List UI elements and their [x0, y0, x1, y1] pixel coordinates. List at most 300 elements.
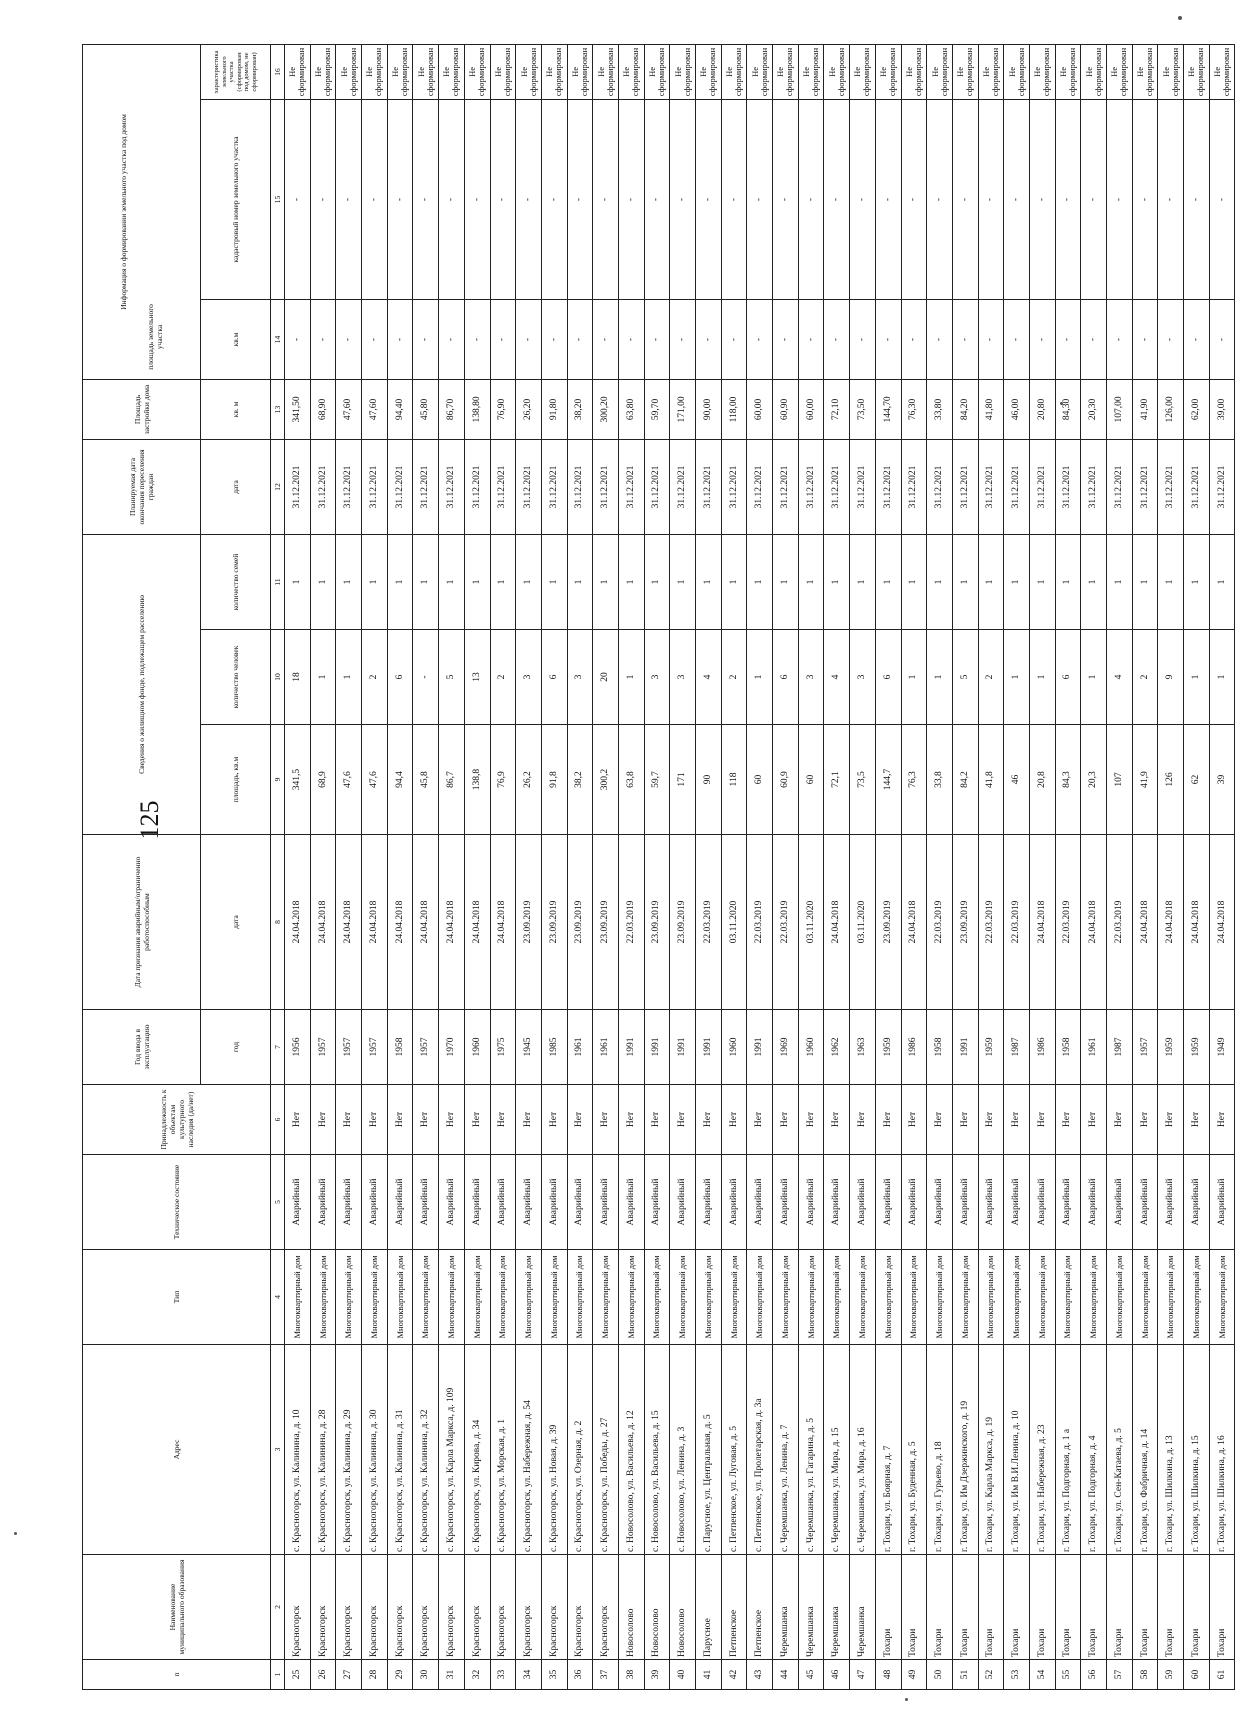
plan-date-cell: 31.12.2021	[978, 439, 1004, 534]
tech-state-cell: Аварийный	[747, 1155, 773, 1250]
year-cell: 1957	[310, 1010, 336, 1085]
families-cell: 1	[670, 534, 696, 629]
row-number: 43	[747, 1660, 773, 1690]
address-cell: г. Тохари, ул. Набережная, д. 23	[1029, 1345, 1055, 1555]
type-cell: Многоквартирный дом	[824, 1250, 850, 1345]
type-cell: Многоквартирный дом	[464, 1250, 490, 1345]
land-area-cell: -	[439, 299, 465, 379]
recognition-date-cell: 23.09.2019	[516, 835, 542, 1010]
tech-state-cell: Аварийный	[952, 1155, 978, 1250]
year-cell: 1969	[773, 1010, 799, 1085]
recognition-date-cell: 23.09.2019	[593, 835, 619, 1010]
year-cell: 1957	[336, 1010, 362, 1085]
tech-state-cell: Аварийный	[875, 1155, 901, 1250]
land-status-cell: Не сформирован	[798, 44, 824, 99]
tech-state-cell: Аварийный	[516, 1155, 542, 1250]
municipality-cell: Красногорск	[439, 1555, 465, 1660]
building-area-cell: 94,40	[387, 379, 413, 439]
land-area-cell: -	[978, 299, 1004, 379]
plan-date-cell: 31.12.2021	[927, 439, 953, 534]
cadastral-cell: -	[439, 99, 465, 299]
cadastral-cell: -	[670, 99, 696, 299]
heritage-cell: Нет	[952, 1085, 978, 1155]
land-status-cell: Не сформирован	[362, 44, 388, 99]
type-cell: Многоквартирный дом	[490, 1250, 516, 1345]
land-area-cell: -	[387, 299, 413, 379]
building-area-cell: 72,10	[824, 379, 850, 439]
type-cell: Многоквартирный дом	[541, 1250, 567, 1345]
row-number: 27	[336, 1660, 362, 1690]
plan-date-cell: 31.12.2021	[875, 439, 901, 534]
recognition-date-cell: 24.04.2018	[901, 835, 927, 1010]
municipality-cell: Красногорск	[464, 1555, 490, 1660]
tech-state-cell: Аварийный	[927, 1155, 953, 1250]
building-area-cell: 107,00	[1107, 379, 1133, 439]
building-area-cell: 41,90	[1132, 379, 1158, 439]
type-cell: Многоквартирный дом	[567, 1250, 593, 1345]
header-municipality: Наименование муниципального образования	[83, 1555, 271, 1660]
area-cell: 41,8	[978, 725, 1004, 835]
row-number: 29	[387, 1660, 413, 1690]
people-cell: 5	[439, 630, 465, 725]
year-cell: 1991	[747, 1010, 773, 1085]
heritage-cell: Нет	[310, 1085, 336, 1155]
cadastral-cell: -	[413, 99, 439, 299]
area-cell: 341,5	[285, 725, 311, 835]
people-cell: 3	[644, 630, 670, 725]
type-cell: Многоквартирный дом	[387, 1250, 413, 1345]
cadastral-cell: -	[1004, 99, 1030, 299]
land-status-cell: Не сформирован	[1158, 44, 1184, 99]
area-cell: 118	[721, 725, 747, 835]
land-status-cell: Не сформирован	[850, 44, 876, 99]
type-cell: Многоквартирный дом	[978, 1250, 1004, 1345]
address-cell: г. Тохари, ул. Гурьево, д. 18	[927, 1345, 953, 1555]
year-cell: 1957	[362, 1010, 388, 1085]
plan-date-cell: 31.12.2021	[1158, 439, 1184, 534]
header-land-status: характеристика земельного участка (сформирован под домом, не сформирован)	[201, 44, 271, 99]
area-cell: 26,2	[516, 725, 542, 835]
area-cell: 45,8	[413, 725, 439, 835]
type-cell: Многоквартирный дом	[850, 1250, 876, 1345]
municipality-cell: Красногорск	[567, 1555, 593, 1660]
table-row	[1029, 44, 1055, 1689]
recognition-date-cell: 23.09.2019	[541, 835, 567, 1010]
column-number: 6	[271, 1085, 285, 1155]
year-cell: 1959	[1158, 1010, 1184, 1085]
column-number: 15	[271, 99, 285, 299]
land-status-cell: Не сформирован	[952, 44, 978, 99]
people-cell: 3	[516, 630, 542, 725]
heritage-cell: Нет	[618, 1085, 644, 1155]
row-number: 41	[696, 1660, 722, 1690]
table-row	[850, 44, 876, 1689]
tech-state-cell: Аварийный	[978, 1155, 1004, 1250]
land-status-cell: Не сформирован	[541, 44, 567, 99]
recognition-date-cell: 22.03.2019	[927, 835, 953, 1010]
table-row	[413, 44, 439, 1689]
tech-state-cell: Аварийный	[1209, 1155, 1235, 1250]
families-cell: 1	[439, 534, 465, 629]
municipality-cell: Красногорск	[310, 1555, 336, 1660]
page-number: 125	[135, 800, 164, 840]
land-area-cell: -	[670, 299, 696, 379]
cadastral-cell: -	[901, 99, 927, 299]
building-area-cell: 126,00	[1158, 379, 1184, 439]
heritage-cell: Нет	[721, 1085, 747, 1155]
cadastral-cell: -	[721, 99, 747, 299]
heritage-cell: Нет	[1081, 1085, 1107, 1155]
tech-state-cell: Аварийный	[644, 1155, 670, 1250]
address-cell: г. Тохари, ул. Шилкина, д. 16	[1209, 1345, 1235, 1555]
table-row	[875, 44, 901, 1689]
address-cell: г. Тохари, ул. Подгорная, д. 1 а	[1055, 1345, 1081, 1555]
type-cell: Многоквартирный дом	[310, 1250, 336, 1345]
row-number: 48	[875, 1660, 901, 1690]
building-area-cell: 41,80	[978, 379, 1004, 439]
land-status-cell: Не сформирован	[978, 44, 1004, 99]
type-cell: Многоквартирный дом	[901, 1250, 927, 1345]
heritage-cell: Нет	[1107, 1085, 1133, 1155]
scan-speck	[905, 1698, 908, 1701]
cadastral-cell: -	[952, 99, 978, 299]
cadastral-cell: -	[1158, 99, 1184, 299]
building-area-cell: 47,60	[362, 379, 388, 439]
row-number: 51	[952, 1660, 978, 1690]
municipality-cell: Красногорск	[285, 1555, 311, 1660]
building-area-cell: 60,00	[798, 379, 824, 439]
year-cell: 1986	[901, 1010, 927, 1085]
land-area-cell: -	[1029, 299, 1055, 379]
families-cell: 1	[541, 534, 567, 629]
land-status-cell: Не сформирован	[310, 44, 336, 99]
land-status-cell: Не сформирован	[387, 44, 413, 99]
heritage-cell: Нет	[747, 1085, 773, 1155]
address-cell: с. Черемшанка, ул. Гагарина, д. 5	[798, 1345, 824, 1555]
recognition-date-cell: 24.04.2018	[464, 835, 490, 1010]
year-cell: 1960	[798, 1010, 824, 1085]
families-cell: 1	[285, 534, 311, 629]
column-number: 1	[271, 1660, 285, 1690]
table-row	[541, 44, 567, 1689]
plan-date-cell: 31.12.2021	[310, 439, 336, 534]
families-cell: 1	[721, 534, 747, 629]
address-cell: с. Петпенское, ул. Пролетарская, д. 3а	[747, 1345, 773, 1555]
people-cell: 1	[310, 630, 336, 725]
header-land-area: площадь земельного участка	[146, 304, 164, 370]
building-area-cell: 76,90	[490, 379, 516, 439]
table-row	[593, 44, 619, 1689]
recognition-date-cell: 24.04.2018	[1081, 835, 1107, 1010]
families-cell: 1	[1184, 534, 1210, 629]
area-cell: 72,1	[824, 725, 850, 835]
area-cell: 41,9	[1132, 725, 1158, 835]
cadastral-cell: -	[978, 99, 1004, 299]
address-cell: с. Красногорск, ул. Калинина, д. 30	[362, 1345, 388, 1555]
municipality-cell: Новосолово	[670, 1555, 696, 1660]
land-area-cell: -	[336, 299, 362, 379]
area-cell: 144,7	[875, 725, 901, 835]
cadastral-cell: -	[618, 99, 644, 299]
land-area-cell: -	[285, 299, 311, 379]
land-status-cell: Не сформирован	[721, 44, 747, 99]
land-area-cell: -	[1004, 299, 1030, 379]
land-area-cell: -	[824, 299, 850, 379]
land-status-cell: Не сформирован	[567, 44, 593, 99]
tech-state-cell: Аварийный	[901, 1155, 927, 1250]
year-cell: 1960	[464, 1010, 490, 1085]
people-cell: 1	[747, 630, 773, 725]
municipality-cell: Красногорск	[362, 1555, 388, 1660]
table-row	[490, 44, 516, 1689]
year-cell: 1991	[696, 1010, 722, 1085]
tech-state-cell: Аварийный	[670, 1155, 696, 1250]
families-cell: 1	[1029, 534, 1055, 629]
land-area-cell: -	[875, 299, 901, 379]
row-number: 33	[490, 1660, 516, 1690]
cadastral-cell: -	[285, 99, 311, 299]
address-cell: с. Красногорск, ул. Набережная, д. 54	[516, 1345, 542, 1555]
land-area-cell: -	[541, 299, 567, 379]
land-area-cell: -	[593, 299, 619, 379]
year-cell: 1962	[824, 1010, 850, 1085]
row-number: 49	[901, 1660, 927, 1690]
table-row	[644, 44, 670, 1689]
row-number: 60	[1184, 1660, 1210, 1690]
people-cell: 1	[1081, 630, 1107, 725]
table-row	[1107, 44, 1133, 1689]
heritage-cell: Нет	[490, 1085, 516, 1155]
land-area-cell: -	[1132, 299, 1158, 379]
tech-state-cell: Аварийный	[721, 1155, 747, 1250]
families-cell: 1	[1081, 534, 1107, 629]
municipality-cell: Черемшанка	[798, 1555, 824, 1660]
land-status-cell: Не сформирован	[1132, 44, 1158, 99]
families-cell: 1	[773, 534, 799, 629]
table-row	[1209, 44, 1235, 1689]
row-number: 39	[644, 1660, 670, 1690]
building-area-cell: 46,00	[1004, 379, 1030, 439]
header-area-group: Площадь застройки дома	[83, 379, 201, 439]
table-body	[285, 44, 1235, 1689]
header-tech-state: Техническое состояние	[83, 1155, 271, 1250]
address-cell: г. Тохари, ул. Буденная, д. 5	[901, 1345, 927, 1555]
families-cell: 1	[1107, 534, 1133, 629]
row-number: 40	[670, 1660, 696, 1690]
people-cell: 4	[1107, 630, 1133, 725]
tech-state-cell: Аварийный	[1055, 1155, 1081, 1250]
building-area-cell: 86,70	[439, 379, 465, 439]
tech-state-cell: Аварийный	[490, 1155, 516, 1250]
land-area-cell: -	[1184, 299, 1210, 379]
address-cell: г. Тохари, ул. Карла Маркса, д. 19	[978, 1345, 1004, 1555]
tech-state-cell: Аварийный	[310, 1155, 336, 1250]
tech-state-cell: Аварийный	[541, 1155, 567, 1250]
area-cell: 60	[747, 725, 773, 835]
housing-register-table	[82, 44, 1235, 1690]
families-cell: 1	[747, 534, 773, 629]
plan-date-cell: 31.12.2021	[824, 439, 850, 534]
heritage-cell: Нет	[644, 1085, 670, 1155]
area-cell: 300,2	[593, 725, 619, 835]
address-cell: с. Красногорск, ул. Карла Маркса, д. 109	[439, 1345, 465, 1555]
people-cell: 6	[1055, 630, 1081, 725]
plan-date-cell: 31.12.2021	[567, 439, 593, 534]
type-cell: Многоквартирный дом	[1081, 1250, 1107, 1345]
tech-state-cell: Аварийный	[850, 1155, 876, 1250]
table-row	[747, 44, 773, 1689]
cadastral-cell: -	[1107, 99, 1133, 299]
plan-date-cell: 31.12.2021	[747, 439, 773, 534]
land-status-cell: Не сформирован	[773, 44, 799, 99]
municipality-cell: Тохари	[1209, 1555, 1235, 1660]
recognition-date-cell: 24.04.2018	[362, 835, 388, 1010]
address-cell: г. Тохари, ул. Им Дзержинского, д. 19	[952, 1345, 978, 1555]
recognition-date-cell: 22.03.2019	[696, 835, 722, 1010]
type-cell: Многоквартирный дом	[439, 1250, 465, 1345]
address-cell: с. Черемшанка, ул. Мира, д. 15	[824, 1345, 850, 1555]
families-cell: 1	[490, 534, 516, 629]
recognition-date-cell: 24.04.2018	[336, 835, 362, 1010]
recognition-date-cell: 24.04.2018	[285, 835, 311, 1010]
table-row	[901, 44, 927, 1689]
type-cell: Многоквартирный дом	[1107, 1250, 1133, 1345]
address-cell: г. Тохари, ул. Подгорная, д. 4	[1081, 1345, 1107, 1555]
header-land-info-title: Информация о формировании земельного участка под домом	[119, 114, 128, 310]
land-area-cell: -	[644, 299, 670, 379]
people-cell: 1	[901, 630, 927, 725]
address-cell: с. Красногорск, ул. Калинина, д. 28	[310, 1345, 336, 1555]
type-cell: Многоквартирный дом	[362, 1250, 388, 1345]
area-cell: 20,8	[1029, 725, 1055, 835]
row-number: 54	[1029, 1660, 1055, 1690]
municipality-cell: Тохари	[927, 1555, 953, 1660]
address-cell: с. Парусное, ул. Центральная, д. 5	[696, 1345, 722, 1555]
table-row	[927, 44, 953, 1689]
people-cell: 20	[593, 630, 619, 725]
cadastral-cell: -	[773, 99, 799, 299]
area-cell: 33,8	[927, 725, 953, 835]
row-number: 56	[1081, 1660, 1107, 1690]
municipality-cell: Новосолово	[618, 1555, 644, 1660]
address-cell: с. Черемшанка, ул. Мира, д. 16	[850, 1345, 876, 1555]
column-number: 7	[271, 1010, 285, 1085]
row-number: 46	[824, 1660, 850, 1690]
recognition-date-cell: 24.04.2018	[1184, 835, 1210, 1010]
scan-speck	[1178, 16, 1182, 20]
row-number: 59	[1158, 1660, 1184, 1690]
column-number: 3	[271, 1345, 285, 1555]
families-cell: 1	[927, 534, 953, 629]
type-cell: Многоквартирный дом	[1209, 1250, 1235, 1345]
row-number: 50	[927, 1660, 953, 1690]
recognition-date-cell: 22.03.2019	[773, 835, 799, 1010]
row-number: 42	[721, 1660, 747, 1690]
address-cell: с. Красногорск, ул. Кирова, д. 34	[464, 1345, 490, 1555]
row-number: 37	[593, 1660, 619, 1690]
families-cell: 1	[387, 534, 413, 629]
header-cadastral-number: кадастровый номер земельного участка	[201, 99, 271, 299]
year-cell: 1959	[875, 1010, 901, 1085]
address-cell: с. Красногорск, ул. Морская, д. 1	[490, 1345, 516, 1555]
area-cell: 60,9	[773, 725, 799, 835]
tech-state-cell: Аварийный	[285, 1155, 311, 1250]
building-area-cell: 73,50	[850, 379, 876, 439]
heritage-cell: Нет	[670, 1085, 696, 1155]
municipality-cell: Тохари	[875, 1555, 901, 1660]
building-area-cell: 68,90	[310, 379, 336, 439]
families-cell: 1	[824, 534, 850, 629]
tech-state-cell: Аварийный	[567, 1155, 593, 1250]
families-cell: 1	[696, 534, 722, 629]
families-cell: 1	[413, 534, 439, 629]
municipality-cell: Петпенское	[747, 1555, 773, 1660]
table-row	[336, 44, 362, 1689]
heritage-cell: Нет	[464, 1085, 490, 1155]
building-area-cell: 33,80	[927, 379, 953, 439]
type-cell: Многоквартирный дом	[670, 1250, 696, 1345]
building-area-cell: 144,70	[875, 379, 901, 439]
families-cell: 1	[644, 534, 670, 629]
type-cell: Многоквартирный дом	[952, 1250, 978, 1345]
column-number: 11	[271, 534, 285, 629]
building-area-cell: 90,00	[696, 379, 722, 439]
heritage-cell: Нет	[850, 1085, 876, 1155]
recognition-date-cell: 23.09.2019	[567, 835, 593, 1010]
area-cell: 91,8	[541, 725, 567, 835]
land-status-cell: Не сформирован	[439, 44, 465, 99]
municipality-cell: Тохари	[1184, 1555, 1210, 1660]
people-cell: 1	[336, 630, 362, 725]
recognition-date-cell: 22.03.2019	[1004, 835, 1030, 1010]
heritage-cell: Нет	[875, 1085, 901, 1155]
families-cell: 1	[1055, 534, 1081, 629]
building-area-cell: 62,00	[1184, 379, 1210, 439]
municipality-cell: Красногорск	[593, 1555, 619, 1660]
year-cell: 1958	[927, 1010, 953, 1085]
header-n: п	[83, 1660, 271, 1690]
row-number: 30	[413, 1660, 439, 1690]
column-number: 9	[271, 725, 285, 835]
land-status-cell: Не сформирован	[901, 44, 927, 99]
people-cell: 6	[387, 630, 413, 725]
people-cell: 1	[1029, 630, 1055, 725]
year-cell: 1986	[1029, 1010, 1055, 1085]
table-row	[439, 44, 465, 1689]
plan-date-cell: 31.12.2021	[670, 439, 696, 534]
header-unit-land-area: кв.м	[201, 299, 271, 379]
row-number: 45	[798, 1660, 824, 1690]
people-cell: 3	[567, 630, 593, 725]
recognition-date-cell: 24.04.2018	[387, 835, 413, 1010]
year-cell: 1991	[618, 1010, 644, 1085]
land-status-cell: Не сформирован	[1209, 44, 1235, 99]
heritage-cell: Нет	[387, 1085, 413, 1155]
plan-date-cell: 31.12.2021	[773, 439, 799, 534]
recognition-date-cell: 22.03.2019	[1107, 835, 1133, 1010]
area-cell: 73,5	[850, 725, 876, 835]
families-cell: 1	[567, 534, 593, 629]
year-cell: 1991	[670, 1010, 696, 1085]
header-unit-people: количество человек	[201, 630, 271, 725]
table-row	[516, 44, 542, 1689]
table-row	[670, 44, 696, 1689]
cadastral-cell: -	[362, 99, 388, 299]
recognition-date-cell: 03.11.2020	[798, 835, 824, 1010]
address-cell: с. Красногорск, ул. Калинина, д. 31	[387, 1345, 413, 1555]
municipality-cell: Черемшанка	[850, 1555, 876, 1660]
municipality-cell: Тохари	[952, 1555, 978, 1660]
